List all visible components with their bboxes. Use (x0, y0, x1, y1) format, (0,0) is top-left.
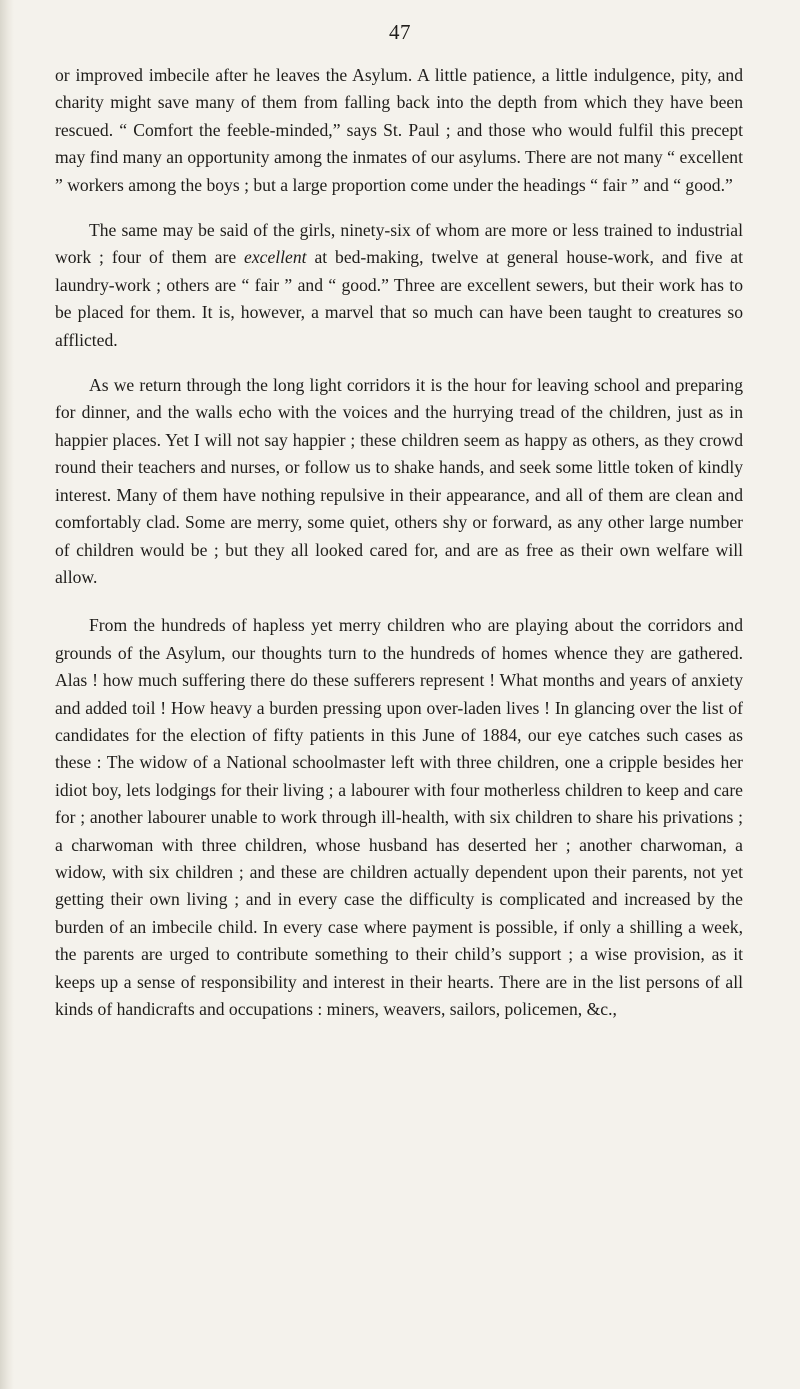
paragraph-4-text: From the hundreds of hapless yet merry children who are playing about the corridors and grounds of the Asylum, our thoughts turn to the hundreds of homes whence they are gathered. Alas ! how much suffering there do these sufferers represent ! What months and years of anxiety and added toil ! How heavy a burden pressing upon over-laden lives ! In glancing over the list of candidates for the election of fifty patients in this June of 1884, our eye catches such cases as these : The widow of a National schoolmaster left with three children, one a cripple besides her idiot boy, lets lodgings for their living ; a labourer with four motherless children to keep and care for ; another labourer unable to work through ill-health, with six children to share his privations ; a charwoman with three children, whose husband has deserted her ; another charwoman, a widow, with six children ; and these are children actually dependent upon their parents, not yet getting their own living ; and in every case the difficulty is complicated and increased by the burden of an imbecile child. In every case where payment is possible, if only a shilling a week, the parents are urged to contribute something to their child’s support ; a wise provision, as it keeps up a sense of responsibility and interest in their hearts. There are in the list persons of all kinds of handicrafts and occupations : miners, weavers, sailors, policemen, &c., (55, 615, 743, 1019)
body-text (55, 62, 743, 1023)
paragraph-2-emphasis: excellent (244, 247, 307, 268)
paragraph-2-text-a: The same may be said of the girls, ninety-six of whom are more or less trained to industrial work ; four of them are (55, 220, 743, 268)
paragraph-1 (55, 62, 743, 199)
page-edge-shadow (0, 0, 14, 1389)
paragraph-4 (55, 612, 743, 1023)
paragraph-1-text: or improved imbecile after he leaves the Asylum. A little patience, a little indulgence, pity, and charity might save many of them from falling back into the depth from which they have been rescued. “ Comfort the feeble-minded,” says St. Paul ; and those who would fulfil this precept may find many an opportunity among the inmates of our asylums. There are not many “ excellent ” workers among the boys ; but a large proportion come under the headings “ fair ” and “ good.” (55, 65, 743, 195)
paragraph-2 (55, 217, 743, 354)
paragraph-3-text: As we return through the long light corridors it is the hour for leaving school and preparing for dinner, and the walls echo with the voices and the hurrying tread of the children, just as in happier places. Yet I will not say happier ; these children seem as happy as others, as they crowd round their teachers and nurses, or follow us to shake hands, and seek some little token of kindly interest. Many of them have nothing repulsive in their appearance, and all of them are clean and comfortably clad. Some are merry, some quiet, others shy or forward, as any other large number of children would be ; but they all looked cared for, and are as free as their own welfare will allow. (55, 375, 743, 587)
page-number: 47 (389, 20, 411, 44)
paragraph-2-text-b: at bed-making, twelve at general house-work, and five at laundry-work ; others are “ fair ” and “ good.” Three are excellent sewers, but their work has to be placed for them. It is, however, a marvel that so much can have been taught to creatures so afflicted. (55, 247, 743, 350)
paragraph-3 (55, 372, 743, 591)
